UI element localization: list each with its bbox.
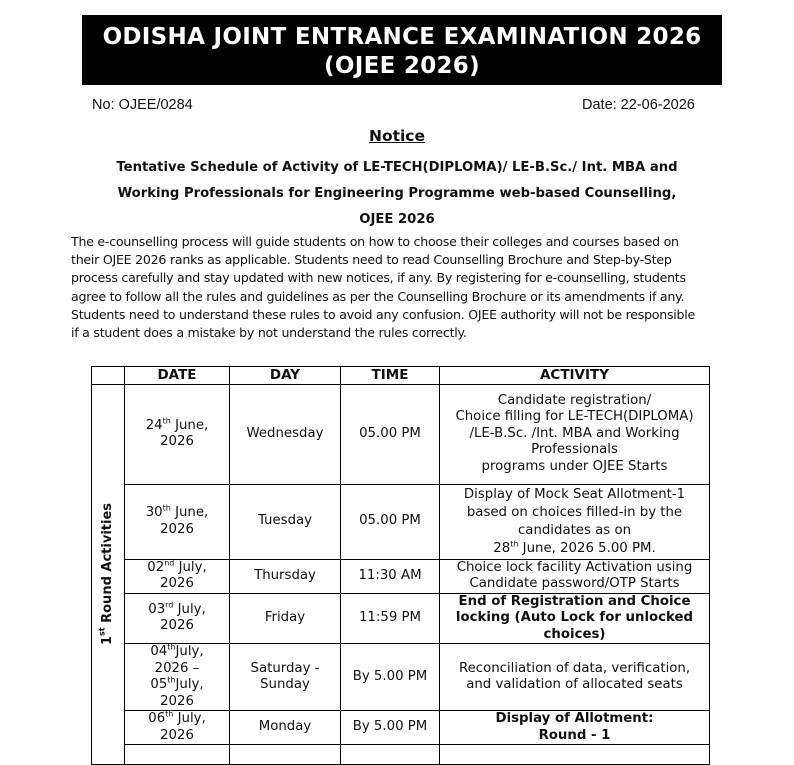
time-cell: 05.00 PM [341, 384, 440, 484]
date-cell: 24th June, 2026 [125, 384, 230, 484]
activity-cell: Candidate registration/ Choice filling for LE-TECH(DIPLOMA) /LE-B.Sc. /Int. MBA and Working Professionals programs under OJEE Starts [440, 384, 710, 484]
time-cell: 05.00 PM [341, 484, 440, 559]
table-row [92, 559, 710, 593]
schedule-title-line: OJEE 2026 [359, 212, 435, 227]
paragraph-line: process carefully and stay updated with new notices, if any. By registering for e-counselling, students [71, 270, 686, 286]
paragraph-line: if a student does a mistake by not understand the rules correctly. [71, 325, 467, 341]
day-cell: Thursday [230, 559, 341, 593]
time-cell: 11:30 AM [341, 559, 440, 593]
paragraph-line: Students need to understand these rules to avoid any confusion. OJEE authority will not be responsible [71, 306, 696, 322]
activity-cell: Display of Allotment: Round - 1 [440, 711, 710, 745]
date-cell: 30th June, 2026 [125, 484, 230, 559]
paragraph-line: The e-counselling process will guide students on how to choose their colleges and courses based on [71, 234, 679, 249]
time-cell [341, 745, 440, 765]
date-cell [125, 745, 230, 765]
schedule-table [91, 366, 710, 765]
table-row [92, 644, 710, 711]
time-cell: By 5.00 PM [341, 711, 440, 745]
time-cell: 11:59 PM [341, 593, 440, 644]
intro-paragraph [71, 233, 721, 342]
time-cell: By 5.00 PM [341, 644, 440, 711]
round-label-cell [92, 384, 125, 765]
day-cell: Friday [230, 593, 341, 644]
header-cell-blank [92, 367, 125, 385]
header-banner [82, 15, 722, 85]
activity-cell: Choice lock facility Activation using Candidate password/OTP Starts [440, 559, 710, 593]
header-title: ODISHA JOINT ENTRANCE EXAMINATION 2026 [102, 24, 702, 50]
date-cell: 06th July, 2026 [125, 711, 230, 745]
round-label: 1st Round Activities [97, 503, 115, 646]
header-cell-date: DATE [125, 367, 230, 385]
notice-date: Date: 22-06-2026 [582, 97, 695, 113]
activity-cell: End of Registration and Choice locking (Auto Lock for unlocked choices) [440, 593, 710, 644]
reference-number: No: OJEE/0284 [92, 97, 193, 113]
activity-cell: Reconciliation of data, verification, and validation of allocated seats [440, 644, 710, 711]
header-subtitle: (OJEE 2026) [324, 53, 480, 79]
paragraph-line: their OJEE 2026 ranks as applicable. Students need to read Counselling Brochure and Step-by-Step [71, 252, 672, 268]
header-cell-time: TIME [341, 367, 440, 385]
day-cell: Monday [230, 711, 341, 745]
table-row [92, 384, 710, 484]
day-cell: Tuesday [230, 484, 341, 559]
date-cell: 04thJuly, 2026 – 05thJuly, 2026 [125, 644, 230, 711]
header-cell-activity: ACTIVITY [440, 367, 710, 385]
activity-cell [440, 745, 710, 765]
table-row [92, 745, 710, 765]
table-row [92, 593, 710, 644]
schedule-title [80, 155, 714, 233]
header-cell-day: DAY [230, 367, 341, 385]
schedule-title-line: Tentative Schedule of Activity of LE-TECH(DIPLOMA)/ LE-B.Sc./ Int. MBA and [116, 160, 678, 175]
day-cell [230, 745, 341, 765]
activity-cell: Display of Mock Seat Allotment-1 based on choices filled-in by the candidates as on 28th June, 2026 5.00 PM. [440, 484, 710, 559]
paragraph-line: agree to follow all the rules and guidelines as per the Counselling Brochure or its amendments if any. [71, 288, 685, 304]
table-header-row [92, 367, 710, 385]
table-row [92, 484, 710, 559]
date-cell: 03rd July, 2026 [125, 593, 230, 644]
notice-heading: Notice [368, 127, 426, 145]
day-cell: Wednesday [230, 384, 341, 484]
date-cell: 02nd July, 2026 [125, 559, 230, 593]
day-cell: Saturday - Sunday [230, 644, 341, 711]
schedule-title-line: Working Professionals for Engineering Programme web-based Counselling, [117, 186, 677, 201]
